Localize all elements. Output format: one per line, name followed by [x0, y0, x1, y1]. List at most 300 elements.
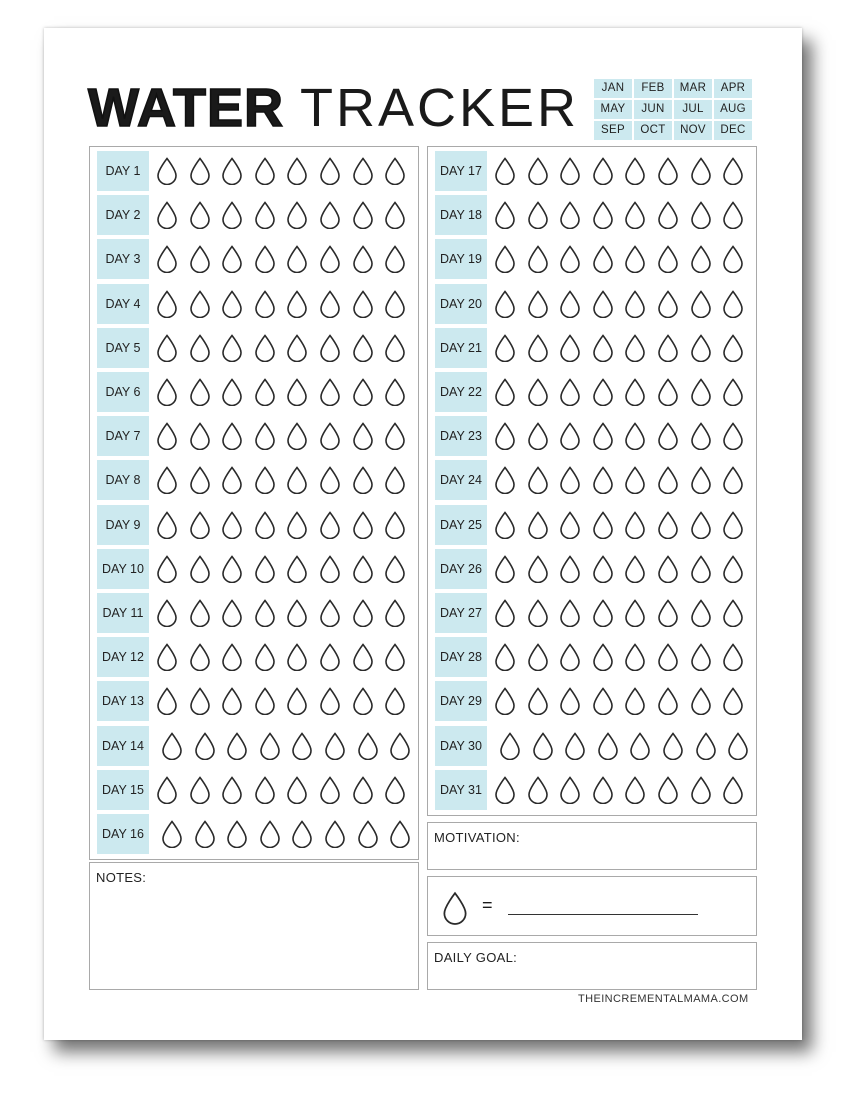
month-chip-mar[interactable]: MAR	[674, 79, 712, 98]
water-drop-icon[interactable]	[597, 732, 619, 760]
days-17-31-panel	[427, 146, 757, 816]
water-drop-icon[interactable]	[221, 776, 243, 804]
water-drop-icon[interactable]	[624, 334, 646, 362]
water-drop-icon[interactable]	[722, 687, 744, 715]
month-chip-feb[interactable]: FEB	[634, 79, 672, 98]
day-label: DAY 23	[435, 416, 487, 456]
water-drop-icon[interactable]	[592, 511, 614, 539]
water-drop-icon[interactable]	[352, 599, 374, 627]
water-drop-icon[interactable]	[352, 643, 374, 671]
water-drop-icon[interactable]	[189, 687, 211, 715]
water-drop-icon[interactable]	[494, 290, 516, 318]
water-drop-icon[interactable]	[254, 555, 276, 583]
drop-set	[499, 732, 760, 760]
water-drop-icon[interactable]	[156, 511, 178, 539]
water-drop-icon[interactable]	[559, 643, 581, 671]
water-drop-icon[interactable]	[254, 599, 276, 627]
water-drop-icon[interactable]	[161, 732, 183, 760]
water-drop-icon[interactable]	[156, 555, 178, 583]
water-drop-icon[interactable]	[727, 732, 749, 760]
water-drop-icon[interactable]	[499, 732, 521, 760]
water-drop-icon[interactable]	[324, 732, 346, 760]
water-drop-icon[interactable]	[657, 776, 679, 804]
water-drop-icon[interactable]	[156, 290, 178, 318]
water-drop-icon[interactable]	[624, 378, 646, 406]
water-drop-icon[interactable]	[690, 776, 712, 804]
water-drop-icon[interactable]	[221, 555, 243, 583]
water-drop-icon[interactable]	[286, 378, 308, 406]
water-drop-icon[interactable]	[559, 334, 581, 362]
day-label: DAY 8	[97, 460, 149, 500]
water-drop-icon[interactable]	[592, 290, 614, 318]
water-drop-icon[interactable]	[189, 422, 211, 450]
water-drop-icon[interactable]	[690, 643, 712, 671]
water-drop-icon[interactable]	[254, 776, 276, 804]
water-drop-icon[interactable]	[690, 290, 712, 318]
water-drop-icon[interactable]	[319, 555, 341, 583]
water-drop-icon[interactable]	[494, 643, 516, 671]
water-drop-icon[interactable]	[559, 245, 581, 273]
day-row	[97, 814, 422, 854]
water-drop-icon[interactable]	[592, 555, 614, 583]
water-drop-icon[interactable]	[722, 643, 744, 671]
water-drop-icon[interactable]	[722, 555, 744, 583]
water-drop-icon[interactable]	[384, 555, 406, 583]
water-drop-icon[interactable]	[352, 776, 374, 804]
water-drop-icon[interactable]	[286, 201, 308, 229]
water-drop-icon[interactable]	[690, 157, 712, 185]
water-drop-icon[interactable]	[384, 245, 406, 273]
water-drop-icon[interactable]	[657, 466, 679, 494]
motivation-box[interactable]	[427, 822, 757, 870]
water-drop-icon[interactable]	[156, 157, 178, 185]
water-drop-icon[interactable]	[291, 732, 313, 760]
water-drop-icon[interactable]	[254, 378, 276, 406]
water-drop-icon[interactable]	[527, 599, 549, 627]
water-drop-icon[interactable]	[494, 245, 516, 273]
water-drop-icon[interactable]	[286, 599, 308, 627]
day-row	[97, 284, 417, 324]
water-drop-icon[interactable]	[657, 687, 679, 715]
day-row	[97, 505, 417, 545]
water-drop-icon[interactable]	[286, 555, 308, 583]
water-drop-icon[interactable]	[657, 290, 679, 318]
drop-set	[494, 245, 755, 273]
water-drop-icon[interactable]	[156, 334, 178, 362]
water-drop-icon[interactable]	[352, 334, 374, 362]
water-drop-icon[interactable]	[259, 820, 281, 848]
water-drop-icon[interactable]	[657, 201, 679, 229]
notes-box[interactable]	[89, 862, 419, 990]
water-drop-icon[interactable]	[624, 157, 646, 185]
water-drop-icon[interactable]	[624, 201, 646, 229]
water-drop-icon[interactable]	[722, 378, 744, 406]
water-drop-icon[interactable]	[286, 290, 308, 318]
water-drop-icon[interactable]	[592, 687, 614, 715]
water-drop-icon[interactable]	[286, 643, 308, 671]
water-drop-icon[interactable]	[559, 776, 581, 804]
water-drop-icon[interactable]	[494, 201, 516, 229]
title-bold: WATER	[88, 78, 284, 138]
water-drop-icon[interactable]	[156, 643, 178, 671]
month-chip-jun[interactable]: JUN	[634, 100, 672, 119]
water-drop-icon[interactable]	[352, 555, 374, 583]
day-row	[435, 195, 755, 235]
water-drop-icon[interactable]	[592, 776, 614, 804]
water-drop-icon[interactable]	[226, 820, 248, 848]
water-drop-icon[interactable]	[254, 466, 276, 494]
notes-label: NOTES:	[96, 870, 147, 885]
water-drop-icon[interactable]	[494, 687, 516, 715]
water-drop-icon[interactable]	[494, 776, 516, 804]
water-drop-icon[interactable]	[357, 732, 379, 760]
water-drop-icon[interactable]	[559, 599, 581, 627]
water-drop-icon[interactable]	[352, 378, 374, 406]
water-drop-icon[interactable]	[559, 422, 581, 450]
water-drop-icon[interactable]	[161, 820, 183, 848]
water-drop-icon[interactable]	[389, 820, 411, 848]
water-drop-icon[interactable]	[624, 466, 646, 494]
water-drop-icon[interactable]	[722, 290, 744, 318]
day-label: DAY 19	[435, 239, 487, 279]
day-row	[97, 151, 417, 191]
water-drop-icon[interactable]	[384, 334, 406, 362]
water-drop-icon[interactable]	[156, 687, 178, 715]
water-drop-icon[interactable]	[226, 732, 248, 760]
water-drop-icon[interactable]	[527, 643, 549, 671]
day-row	[435, 151, 755, 191]
water-drop-icon[interactable]	[527, 245, 549, 273]
water-drop-icon[interactable]	[657, 555, 679, 583]
water-drop-icon[interactable]	[189, 466, 211, 494]
water-drop-icon[interactable]	[319, 157, 341, 185]
water-drop-icon[interactable]	[662, 732, 684, 760]
water-drop-icon[interactable]	[319, 290, 341, 318]
water-drop-icon[interactable]	[384, 687, 406, 715]
water-drop-icon[interactable]	[592, 466, 614, 494]
water-drop-icon[interactable]	[592, 157, 614, 185]
day-row	[435, 593, 755, 633]
water-drop-icon[interactable]	[527, 422, 549, 450]
water-drop-icon[interactable]	[559, 201, 581, 229]
daily-goal-box[interactable]	[427, 942, 757, 990]
water-drop-icon[interactable]	[319, 643, 341, 671]
month-chip-jan[interactable]: JAN	[594, 79, 632, 98]
water-drop-icon[interactable]	[657, 334, 679, 362]
water-drop-icon[interactable]	[286, 466, 308, 494]
day-row	[97, 372, 417, 412]
water-drop-icon[interactable]	[352, 511, 374, 539]
water-drop-icon[interactable]	[494, 157, 516, 185]
water-drop-icon[interactable]	[527, 157, 549, 185]
water-drop-icon[interactable]	[194, 732, 216, 760]
water-drop-icon[interactable]	[722, 422, 744, 450]
water-drop-icon[interactable]	[690, 378, 712, 406]
water-drop-icon[interactable]	[156, 378, 178, 406]
water-drop-icon[interactable]	[722, 157, 744, 185]
water-drop-icon[interactable]	[254, 334, 276, 362]
water-drop-icon[interactable]	[254, 511, 276, 539]
water-drop-icon[interactable]	[494, 599, 516, 627]
water-drop-icon[interactable]	[527, 378, 549, 406]
water-drop-icon[interactable]	[221, 466, 243, 494]
water-drop-icon[interactable]	[722, 466, 744, 494]
water-drop-icon[interactable]	[592, 334, 614, 362]
water-drop-icon[interactable]	[384, 201, 406, 229]
day-row	[435, 770, 755, 810]
water-drop-icon[interactable]	[722, 201, 744, 229]
day-row	[97, 593, 417, 633]
drop-set	[494, 687, 755, 715]
water-drop-icon[interactable]	[189, 157, 211, 185]
water-drop-icon[interactable]	[357, 820, 379, 848]
water-drop-icon[interactable]	[624, 776, 646, 804]
water-drop-icon[interactable]	[286, 687, 308, 715]
legend-equals: =	[482, 895, 493, 915]
water-drop-icon[interactable]	[690, 511, 712, 539]
water-drop-icon[interactable]	[559, 157, 581, 185]
water-drop-icon[interactable]	[254, 422, 276, 450]
water-drop-icon[interactable]	[319, 422, 341, 450]
water-drop-icon[interactable]	[624, 687, 646, 715]
water-drop-icon[interactable]	[156, 422, 178, 450]
day-row	[435, 284, 755, 324]
water-drop-icon[interactable]	[352, 201, 374, 229]
water-drop-icon[interactable]	[319, 378, 341, 406]
water-drop-icon[interactable]	[494, 422, 516, 450]
water-drop-icon[interactable]	[189, 201, 211, 229]
water-drop-icon[interactable]	[189, 555, 211, 583]
month-chip-sep[interactable]: SEP	[594, 121, 632, 140]
water-drop-icon[interactable]	[624, 245, 646, 273]
water-drop-icon[interactable]	[189, 776, 211, 804]
water-drop-icon[interactable]	[527, 511, 549, 539]
water-drop-icon[interactable]	[319, 776, 341, 804]
water-drop-icon[interactable]	[695, 732, 717, 760]
water-drop-icon[interactable]	[559, 555, 581, 583]
water-drop-icon[interactable]	[690, 466, 712, 494]
water-drop-icon[interactable]	[592, 599, 614, 627]
water-drop-icon[interactable]	[384, 422, 406, 450]
month-chip-jul[interactable]: JUL	[674, 100, 712, 119]
legend-blank-line[interactable]	[508, 914, 698, 915]
water-drop-icon[interactable]	[286, 245, 308, 273]
water-drop-icon[interactable]	[352, 466, 374, 494]
water-drop-icon[interactable]	[254, 157, 276, 185]
water-drop-icon[interactable]	[722, 599, 744, 627]
drop-set	[156, 245, 417, 273]
water-drop-icon[interactable]	[592, 201, 614, 229]
water-drop-icon[interactable]	[189, 245, 211, 273]
day-label: DAY 18	[435, 195, 487, 235]
water-drop-icon[interactable]	[722, 334, 744, 362]
water-drop-icon[interactable]	[722, 511, 744, 539]
water-drop-icon[interactable]	[624, 555, 646, 583]
water-drop-icon[interactable]	[532, 732, 554, 760]
water-drop-icon[interactable]	[286, 334, 308, 362]
water-drop-icon[interactable]	[319, 201, 341, 229]
water-drop-icon[interactable]	[254, 245, 276, 273]
water-drop-icon[interactable]	[624, 290, 646, 318]
day-row	[435, 416, 755, 456]
water-drop-icon[interactable]	[156, 466, 178, 494]
water-drop-icon[interactable]	[352, 290, 374, 318]
water-drop-icon[interactable]	[319, 245, 341, 273]
water-drop-icon[interactable]	[189, 599, 211, 627]
day-label: DAY 3	[97, 239, 149, 279]
water-drop-icon[interactable]	[319, 599, 341, 627]
water-drop-icon[interactable]	[690, 334, 712, 362]
water-drop-icon[interactable]	[221, 290, 243, 318]
water-drop-icon[interactable]	[384, 643, 406, 671]
water-drop-icon[interactable]	[657, 157, 679, 185]
water-drop-icon[interactable]	[189, 378, 211, 406]
water-drop-icon[interactable]	[592, 378, 614, 406]
month-chip-apr[interactable]: APR	[714, 79, 752, 98]
month-chip-may[interactable]: MAY	[594, 100, 632, 119]
water-drop-icon[interactable]	[494, 555, 516, 583]
water-drop-icon[interactable]	[657, 422, 679, 450]
water-drop-icon[interactable]	[624, 599, 646, 627]
day-row	[435, 726, 760, 766]
water-drop-icon[interactable]	[221, 422, 243, 450]
day-label: DAY 15	[97, 770, 149, 810]
water-drop-icon[interactable]	[564, 732, 586, 760]
water-drop-icon[interactable]	[494, 378, 516, 406]
water-drop-icon[interactable]	[624, 511, 646, 539]
water-drop-icon[interactable]	[494, 334, 516, 362]
water-drop-icon[interactable]	[189, 290, 211, 318]
water-drop-icon[interactable]	[657, 599, 679, 627]
water-drop-icon[interactable]	[189, 643, 211, 671]
water-drop-icon[interactable]	[559, 378, 581, 406]
water-drop-icon[interactable]	[559, 511, 581, 539]
water-drop-icon[interactable]	[156, 599, 178, 627]
water-drop-icon[interactable]	[194, 820, 216, 848]
water-drop-icon[interactable]	[592, 422, 614, 450]
water-drop-icon[interactable]	[352, 245, 374, 273]
water-drop-icon[interactable]	[384, 776, 406, 804]
water-drop-icon[interactable]	[592, 643, 614, 671]
water-drop-icon[interactable]	[221, 599, 243, 627]
water-drop-icon[interactable]	[559, 687, 581, 715]
water-drop-icon[interactable]	[527, 290, 549, 318]
water-drop-icon[interactable]	[690, 245, 712, 273]
water-drop-icon[interactable]	[319, 466, 341, 494]
water-drop-icon[interactable]	[657, 511, 679, 539]
water-drop-icon[interactable]	[527, 334, 549, 362]
water-drop-icon[interactable]	[690, 201, 712, 229]
water-drop-icon[interactable]	[527, 201, 549, 229]
water-drop-icon[interactable]	[592, 245, 614, 273]
water-drop-icon[interactable]	[690, 555, 712, 583]
water-drop-icon[interactable]	[657, 245, 679, 273]
water-drop-icon[interactable]	[494, 466, 516, 494]
water-drop-icon[interactable]	[156, 245, 178, 273]
water-drop-icon[interactable]	[384, 378, 406, 406]
month-chip-dec[interactable]: DEC	[714, 121, 752, 140]
water-drop-icon[interactable]	[254, 643, 276, 671]
water-drop-icon[interactable]	[384, 157, 406, 185]
water-drop-icon[interactable]	[254, 687, 276, 715]
water-drop-icon[interactable]	[254, 201, 276, 229]
water-drop-icon[interactable]	[527, 776, 549, 804]
water-drop-icon[interactable]	[384, 290, 406, 318]
water-drop-icon[interactable]	[624, 643, 646, 671]
water-drop-icon[interactable]	[221, 201, 243, 229]
water-drop-icon[interactable]	[319, 687, 341, 715]
water-drop-icon[interactable]	[389, 732, 411, 760]
water-drop-icon[interactable]	[384, 466, 406, 494]
water-drop-icon[interactable]	[319, 334, 341, 362]
day-row	[435, 328, 755, 368]
month-chip-aug[interactable]: AUG	[714, 100, 752, 119]
water-drop-icon[interactable]	[722, 776, 744, 804]
water-drop-icon[interactable]	[384, 511, 406, 539]
water-drop-icon[interactable]	[286, 422, 308, 450]
water-drop-icon[interactable]	[352, 157, 374, 185]
water-drop-icon[interactable]	[527, 555, 549, 583]
month-chip-nov[interactable]: NOV	[674, 121, 712, 140]
water-drop-icon[interactable]	[527, 687, 549, 715]
water-drop-icon[interactable]	[319, 511, 341, 539]
water-drop-icon[interactable]	[629, 732, 651, 760]
water-drop-icon[interactable]	[624, 422, 646, 450]
water-drop-icon[interactable]	[352, 422, 374, 450]
water-drop-icon[interactable]	[221, 334, 243, 362]
day-label: DAY 5	[97, 328, 149, 368]
water-drop-icon[interactable]	[156, 201, 178, 229]
water-drop-icon[interactable]	[722, 245, 744, 273]
water-drop-icon[interactable]	[527, 466, 549, 494]
water-drop-icon[interactable]	[254, 290, 276, 318]
water-drop-icon[interactable]	[384, 599, 406, 627]
legend-box	[427, 876, 757, 936]
water-drop-icon[interactable]	[690, 422, 712, 450]
water-drop-icon[interactable]	[690, 599, 712, 627]
day-row	[97, 637, 417, 677]
water-drop-icon[interactable]	[221, 378, 243, 406]
water-drop-icon[interactable]	[156, 776, 178, 804]
water-drop-icon[interactable]	[286, 511, 308, 539]
drop-set	[161, 732, 422, 760]
water-drop-icon[interactable]	[221, 245, 243, 273]
water-drop-icon[interactable]	[259, 732, 281, 760]
water-drop-icon[interactable]	[286, 776, 308, 804]
month-chip-oct[interactable]: OCT	[634, 121, 672, 140]
water-drop-icon[interactable]	[657, 643, 679, 671]
water-drop-icon[interactable]	[221, 157, 243, 185]
water-drop-icon[interactable]	[494, 511, 516, 539]
day-label: DAY 31	[435, 770, 487, 810]
water-drop-icon[interactable]	[291, 820, 313, 848]
water-drop-icon[interactable]	[221, 687, 243, 715]
water-drop-icon[interactable]	[559, 466, 581, 494]
water-drop-icon[interactable]	[189, 511, 211, 539]
day-row	[97, 770, 417, 810]
day-label: DAY 14	[97, 726, 149, 766]
water-drop-icon[interactable]	[189, 334, 211, 362]
water-drop-icon[interactable]	[657, 378, 679, 406]
water-drop-icon[interactable]	[559, 290, 581, 318]
day-label: DAY 6	[97, 372, 149, 412]
water-drop-icon[interactable]	[286, 157, 308, 185]
water-drop-icon[interactable]	[221, 511, 243, 539]
water-drop-icon[interactable]	[690, 687, 712, 715]
water-drop-icon[interactable]	[221, 643, 243, 671]
water-drop-icon[interactable]	[324, 820, 346, 848]
water-drop-icon[interactable]	[352, 687, 374, 715]
